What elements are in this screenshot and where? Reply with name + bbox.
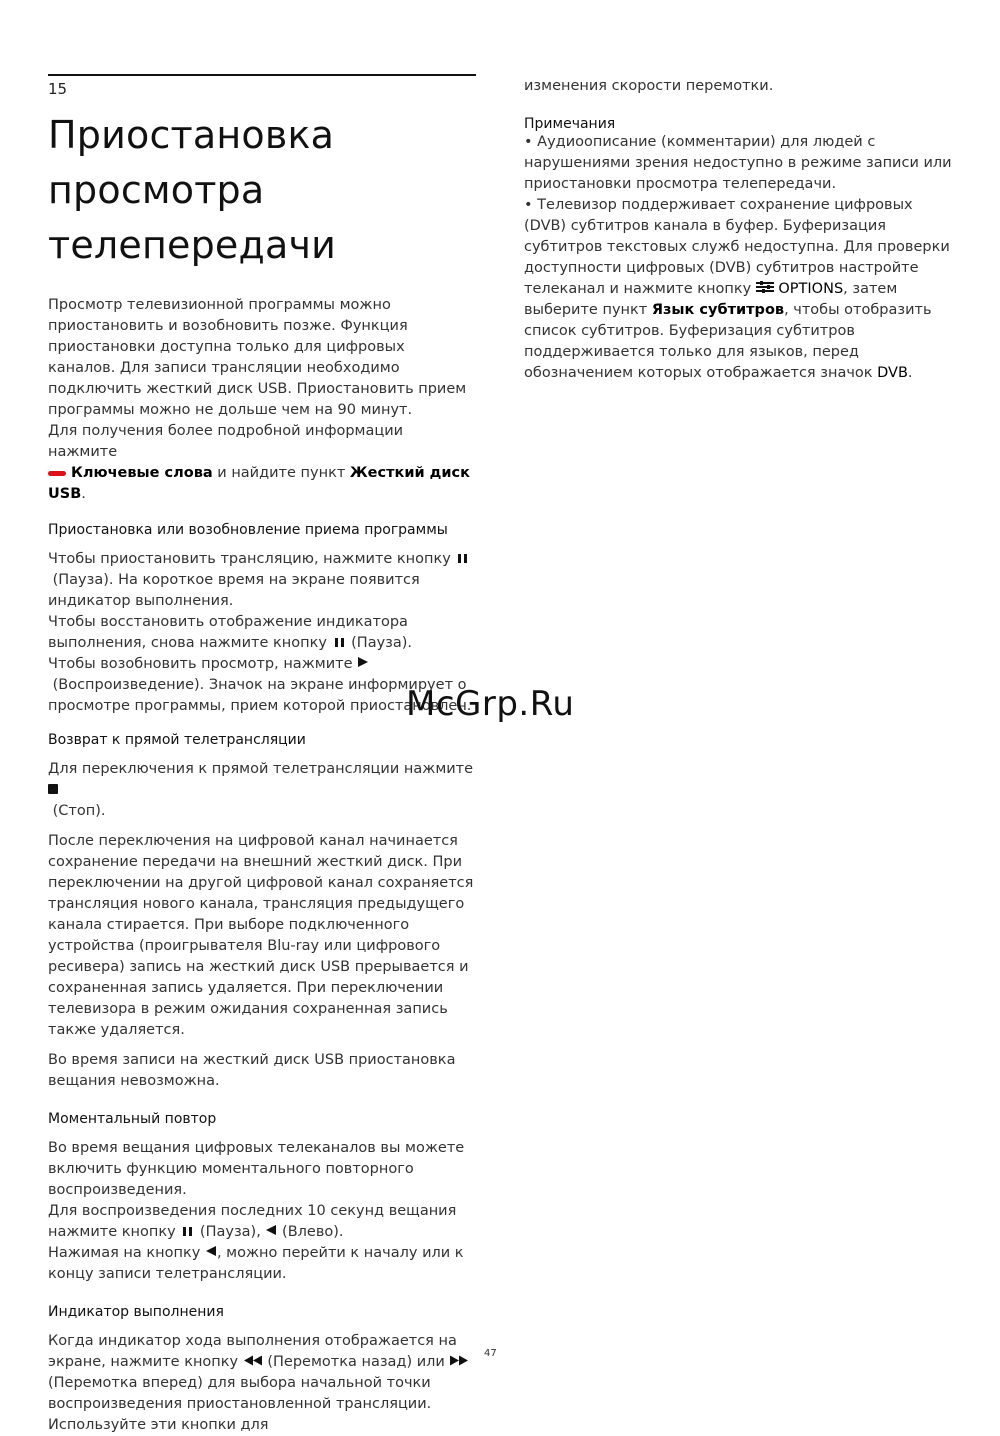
intro-text-3: и найдите пункт [217, 465, 346, 481]
progress-text-1a: Когда индикатор хода выполнения отображается на экране, нажмите кнопку [48, 1333, 457, 1370]
intro-text-2: Для получения более подробной информации нажмите [48, 423, 404, 460]
red-key-icon [48, 471, 66, 476]
chapter-number: 15 [48, 80, 68, 98]
intro-text-4: . [81, 486, 86, 502]
subtitle-language-link[interactable]: Язык субтитров [651, 302, 785, 318]
pause-text-2b: (Пауза). [351, 635, 413, 651]
stop-icon [48, 784, 58, 794]
replay-paragraph [48, 1138, 476, 1285]
title-line-1: Приостановка [48, 113, 335, 157]
chapter-rule [48, 74, 476, 76]
fast-forward-icon [449, 1355, 469, 1366]
options-link[interactable]: OPTIONS [778, 281, 844, 297]
pause-text-3a: Чтобы возобновить просмотр, нажмите [48, 656, 353, 672]
replay-text-2a: Для воспроизведения последних 10 секунд вещания нажмите кнопку [48, 1203, 457, 1240]
progress-paragraph [48, 1331, 476, 1436]
right-column [524, 76, 952, 384]
progress-text-1b: (Перемотка назад) или [267, 1354, 445, 1370]
continued-text: изменения скорости перемотки. [524, 78, 774, 94]
replay-text-1: Во время вещания цифровых телеканалов вы можете включить функцию моментального повторного воспроизведения. [48, 1140, 465, 1198]
usb-disk-link[interactable]: Жесткий диск USB [48, 465, 470, 502]
progress-text-1c: (Перемотка вперед) для выбора начальной точки воспроизведения приостановленной трансляции. Используйте эти кнопки для [48, 1375, 432, 1433]
live-paragraph-2: После переключения на цифровой канал начинается сохранение передачи на внешний жесткий диск. При переключении на другой цифровой канал сохраняется трансляция нового канала, трансляция предыдущего канала стирается. При выборе подключенного устройства (проигрывателя Blu-ray или цифрового ресивера) запись на жесткий диск USB прерывается и сохраненная запись удаляется. При переключении телевизора в режим ожидания сохраненная запись также удаляется. [48, 833, 474, 1038]
play-icon [357, 656, 369, 668]
live-paragraph-1 [48, 759, 476, 822]
intro-text: Просмотр телевизионной программы можно приостановить и возобновить позже. Функция приостановки доступна только для цифровых каналов. Для записи трансляции необходимо подключить жесткий диск USB. Приостановить прием программы можно не дольше чем на 90 минут. [48, 297, 467, 418]
pause-text-2a: Чтобы восстановить отображение индикатора выполнения, снова нажмите кнопку [48, 614, 408, 651]
page-title [48, 108, 476, 273]
live-text-1b: (Стоп). [52, 803, 106, 819]
live-text-1a: Для переключения к прямой телетрансляции нажмите [48, 761, 474, 777]
note-2 [524, 195, 952, 384]
replay-text-3b: , можно перейти к началу или к концу записи телетрансляции. [48, 1245, 464, 1282]
watermark: McGrp.Ru [406, 684, 575, 724]
replay-text-2b: (Пауза), [199, 1224, 261, 1240]
intro-paragraph [48, 295, 476, 505]
replay-text-3a: Нажимая на кнопку [48, 1245, 201, 1261]
pause-text-1b: (Пауза). На короткое время на экране появится индикатор выполнения. [48, 572, 420, 609]
note-2-text-d: . [907, 365, 913, 381]
note-2-text-b: , затем выберите пункт [524, 281, 898, 318]
left-arrow-icon [265, 1224, 277, 1236]
pause-icon [458, 554, 467, 563]
page-number: 47 [484, 1348, 497, 1359]
title-line-2: просмотра [48, 168, 265, 212]
note-2-text-a: • Телевизор поддерживает сохранение цифровых (DVB) субтитров канала в буфер. Буферизация субтитров текстовых служб недоступна. Для проверки доступности цифровых (DVB) субтитров настройте телеканал и нажмите кнопку [524, 197, 950, 297]
left-column [48, 74, 476, 1436]
pause-text-1a: Чтобы приостановить трансляцию, нажмите кнопку [48, 551, 451, 567]
pause-icon [335, 638, 344, 647]
rewind-icon [243, 1355, 263, 1366]
left-arrow-icon [205, 1245, 217, 1257]
note-2-text-c: , чтобы отобразить список субтитров. Буферизация субтитров поддерживается только для языков, перед обозначением которых отображается значок [524, 302, 932, 381]
section-heading-pause: Приостановка или возобновление приема программы [48, 522, 448, 538]
title-line-3: телепередачи [48, 223, 337, 267]
keywords-link[interactable]: Ключевые слова [71, 465, 213, 481]
section-heading-live: Возврат к прямой телетрансляции [48, 732, 306, 748]
pause-icon [183, 1227, 192, 1236]
live-paragraph-3: Во время записи на жесткий диск USB приостановка вещания невозможна. [48, 1052, 456, 1089]
section-heading-progress: Индикатор выполнения [48, 1304, 224, 1320]
notes-heading: Примечания [524, 116, 616, 132]
pause-text-3b: (Воспроизведение). Значок на экране информирует о просмотре программы, прием которой приостановлен. [48, 677, 472, 714]
replay-text-2c: (Влево). [282, 1224, 344, 1240]
note-1: • Аудиоописание (комментарии) для людей с нарушениями зрения недоступно в режиме записи или приостановки просмотра телепередачи. [524, 134, 952, 192]
options-icon [756, 281, 774, 293]
dvb-label: DVB [877, 365, 908, 381]
section-heading-replay: Моментальный повтор [48, 1111, 217, 1127]
